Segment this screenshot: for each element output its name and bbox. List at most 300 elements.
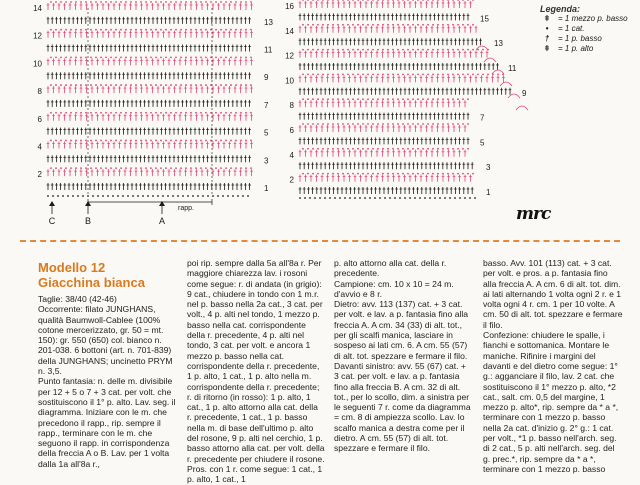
chain-mark	[167, 195, 169, 197]
chain-mark	[412, 148, 414, 150]
chain-mark	[457, 24, 459, 26]
chain-mark	[414, 197, 416, 199]
chain-mark	[190, 112, 192, 114]
chain-mark	[457, 173, 459, 175]
chain-mark	[130, 1, 132, 3]
chain-mark	[80, 140, 82, 142]
chain-mark	[367, 0, 369, 1]
chain-mark	[50, 112, 52, 114]
chain-mark	[235, 140, 237, 142]
chain-mark	[75, 140, 77, 142]
chain-mark	[125, 29, 127, 31]
chain-mark	[302, 148, 304, 150]
chain-mark	[245, 167, 247, 169]
chain-mark	[180, 140, 182, 142]
legend-item-text: = 1 p. alto	[558, 44, 594, 53]
chain-mark	[185, 167, 187, 169]
chain-mark	[120, 112, 122, 114]
chain-mark	[332, 74, 334, 76]
chain-mark	[245, 56, 247, 58]
chain-mark	[444, 197, 446, 199]
chain-mark	[392, 148, 394, 150]
chain-mark	[162, 195, 164, 197]
article-column-3: p. alto attorno alla cat. della r. precedente. Campione: cm. 10 x 10 = 24 m. d'avvio e 8 r. Dietro: avv. 113 (137) cat. + 3 cat. per volt. e lav. a p. fantasia fino alla freccia A. A cm. 34 (33) di alt. tot., per gli scalfi manica, lasciare in sospeso ai lati cm. 6. A cm. 55 (57) di alt. tot. spezzare e fermare il filo. Davanti sinistro: avv. 55 (67) cat. + 3 cat. per volt. e lav. a p. fantasia fino alla freccia B. A cm. 32 di alt. tot., per lo scollo, dim. a sinistra per le seguenti 7 r. come da diagramma = cm. 8 di ampiezza scollo. Lav. lo scalfo manica a destra come per il dietro. A cm. 55 (57) di alt. tot. spezzare e fermare il filo.	[334, 258, 471, 454]
chain-mark	[447, 74, 449, 76]
chain-mark	[302, 49, 304, 51]
repeat-label: rapp.	[178, 205, 194, 212]
chain-mark	[377, 98, 379, 100]
chain-mark	[85, 112, 87, 114]
chain-mark	[120, 84, 122, 86]
chain-mark	[235, 56, 237, 58]
chain-mark	[230, 29, 232, 31]
chain-mark	[175, 140, 177, 142]
chain-mark	[462, 123, 464, 125]
chain-mark	[452, 0, 454, 1]
chain-mark	[457, 148, 459, 150]
chain-mark	[369, 197, 371, 199]
chain-mark	[347, 0, 349, 1]
legend	[540, 4, 640, 54]
legend-item	[540, 44, 640, 54]
chain-mark	[55, 140, 57, 142]
chain-mark	[145, 56, 147, 58]
chain-mark	[412, 0, 414, 1]
chain-mark	[230, 112, 232, 114]
chain-mark	[245, 84, 247, 86]
chain-mark	[195, 167, 197, 169]
chain-mark	[132, 195, 134, 197]
chain-mark	[392, 98, 394, 100]
chain-mark	[95, 56, 97, 58]
chain-mark	[80, 56, 82, 58]
chain-mark	[337, 49, 339, 51]
chain-mark	[92, 195, 94, 197]
chain-mark	[474, 197, 476, 199]
chain-mark	[220, 112, 222, 114]
chain-mark	[165, 56, 167, 58]
chain-mark	[327, 123, 329, 125]
chain-mark	[70, 56, 72, 58]
chain-mark	[487, 74, 489, 76]
chain-mark	[177, 195, 179, 197]
chain-mark	[170, 140, 172, 142]
chain-mark	[215, 140, 217, 142]
chain-mark	[427, 49, 429, 51]
chain-mark	[47, 195, 49, 197]
row-number-label: 3	[264, 156, 269, 166]
chain-mark	[317, 0, 319, 1]
chain-mark	[185, 1, 187, 3]
chain-mark	[337, 74, 339, 76]
row-number-label: 5	[480, 138, 485, 148]
chain-mark	[75, 167, 77, 169]
chain-mark	[422, 98, 424, 100]
chain-mark	[75, 29, 77, 31]
chain-mark	[215, 29, 217, 31]
chain-mark	[442, 148, 444, 150]
row-number-label: 6	[37, 114, 42, 124]
chain-mark	[150, 112, 152, 114]
chain-mark	[140, 84, 142, 86]
chain-mark	[392, 74, 394, 76]
chain-mark	[322, 74, 324, 76]
chain-mark	[387, 74, 389, 76]
chain-mark	[327, 74, 329, 76]
chain-mark	[195, 29, 197, 31]
chain-mark	[317, 74, 319, 76]
chain-mark	[407, 123, 409, 125]
chain-mark	[195, 84, 197, 86]
chain-mark	[142, 195, 144, 197]
chain-mark	[467, 173, 469, 175]
chain-mark	[312, 0, 314, 1]
chain-mark	[235, 167, 237, 169]
chain-mark	[145, 84, 147, 86]
chain-mark	[130, 84, 132, 86]
chain-mark	[357, 0, 359, 1]
arrow-label: B	[84, 216, 92, 226]
chain-mark	[332, 49, 334, 51]
chain-mark	[439, 197, 441, 199]
chain-mark	[374, 197, 376, 199]
chain-mark	[467, 24, 469, 26]
row-number-label: 11	[264, 45, 273, 55]
chain-mark	[447, 98, 449, 100]
chain-mark	[195, 140, 197, 142]
chain-mark	[67, 195, 69, 197]
chain-mark	[217, 195, 219, 197]
chain-mark	[225, 84, 227, 86]
chain-mark	[195, 112, 197, 114]
chain-mark	[497, 74, 499, 76]
chain-mark	[105, 84, 107, 86]
chain-mark	[60, 167, 62, 169]
chain-mark	[412, 49, 414, 51]
chain-mark	[120, 167, 122, 169]
chain-mark	[437, 123, 439, 125]
row-number-label: 14	[33, 4, 42, 13]
chain-mark	[180, 29, 182, 31]
chain-mark	[60, 140, 62, 142]
row-number-label: 1	[486, 188, 491, 197]
chain-mark	[80, 112, 82, 114]
rosette-mark	[500, 82, 512, 86]
chain-mark	[417, 98, 419, 100]
chain-mark	[205, 29, 207, 31]
chain-mark	[130, 112, 132, 114]
chain-mark	[372, 24, 374, 26]
chain-mark	[367, 173, 369, 175]
chain-mark	[472, 24, 474, 26]
row-number-label: 6	[289, 126, 294, 135]
chain-mark	[397, 74, 399, 76]
chain-mark	[95, 112, 97, 114]
chain-mark	[90, 167, 92, 169]
chain-mark	[417, 74, 419, 76]
chain-mark	[180, 167, 182, 169]
chain-mark	[442, 173, 444, 175]
chain-mark	[347, 24, 349, 26]
row-number-label: 9	[522, 88, 527, 98]
chain-mark	[322, 173, 324, 175]
chain-mark	[387, 0, 389, 1]
chain-mark	[357, 74, 359, 76]
chain-mark	[107, 195, 109, 197]
chain-mark	[75, 1, 77, 3]
chain-mark	[70, 167, 72, 169]
chain-mark	[215, 84, 217, 86]
chain-mark	[349, 197, 351, 199]
chain-mark	[457, 49, 459, 51]
rosette-mark	[484, 58, 496, 62]
chain-mark	[467, 74, 469, 76]
chain-mark	[210, 84, 212, 86]
chain-mark	[427, 74, 429, 76]
chain-mark	[407, 49, 409, 51]
chain-mark	[342, 98, 344, 100]
chain-mark	[399, 197, 401, 199]
chain-mark	[322, 24, 324, 26]
chain-mark	[105, 140, 107, 142]
chain-mark	[70, 112, 72, 114]
chain-mark	[467, 98, 469, 100]
row-number-label: 8	[289, 101, 294, 111]
chain-mark	[407, 173, 409, 175]
chain-mark	[462, 173, 464, 175]
chain-mark	[115, 1, 117, 3]
chain-mark	[200, 29, 202, 31]
chain-mark	[240, 167, 242, 169]
chain-mark	[392, 49, 394, 51]
chain-mark	[352, 123, 354, 125]
chain-mark	[404, 197, 406, 199]
chain-mark	[407, 148, 409, 150]
chain-mark	[352, 148, 354, 150]
chain-mark	[427, 173, 429, 175]
chain-mark	[357, 173, 359, 175]
chain-mark	[205, 167, 207, 169]
chain-mark	[240, 84, 242, 86]
chain-mark	[462, 0, 464, 1]
chain-mark	[170, 1, 172, 3]
chain-mark	[100, 56, 102, 58]
chain-mark	[372, 148, 374, 150]
chain-mark	[135, 112, 137, 114]
chain-mark	[80, 1, 82, 3]
chain-mark	[299, 197, 301, 199]
chain-mark	[145, 29, 147, 31]
chain-mark	[342, 148, 344, 150]
chain-mark	[329, 197, 331, 199]
chain-mark	[347, 123, 349, 125]
chain-mark	[90, 56, 92, 58]
chain-mark	[357, 148, 359, 150]
chain-mark	[55, 84, 57, 86]
row-number-label: 14	[285, 26, 294, 36]
chain-mark	[417, 148, 419, 150]
chain-mark	[452, 74, 454, 76]
chain-mark	[322, 148, 324, 150]
chain-mark	[250, 167, 252, 169]
chain-mark	[112, 195, 114, 197]
chain-mark	[437, 98, 439, 100]
row-number-label: 2	[37, 170, 42, 180]
chain-mark	[225, 56, 227, 58]
chain-mark	[477, 49, 479, 51]
chain-mark	[242, 195, 244, 197]
chain-mark	[434, 197, 436, 199]
chain-mark	[105, 1, 107, 3]
chain-mark	[225, 1, 227, 3]
chain-mark	[344, 197, 346, 199]
row-number-label: 15	[480, 14, 489, 24]
chain-mark	[327, 148, 329, 150]
chain-mark	[382, 98, 384, 100]
row-number-label: 5	[264, 128, 269, 138]
chain-mark	[427, 24, 429, 26]
chain-mark	[327, 24, 329, 26]
chain-mark	[397, 123, 399, 125]
chain-mark	[412, 74, 414, 76]
chain-mark	[97, 195, 99, 197]
chain-mark	[240, 140, 242, 142]
chain-mark	[307, 98, 309, 100]
chain-mark	[75, 84, 77, 86]
chain-mark	[205, 1, 207, 3]
designer-signature: mrc	[516, 204, 551, 224]
chain-mark	[210, 56, 212, 58]
chain-mark	[185, 56, 187, 58]
chain-mark	[307, 123, 309, 125]
row-number-label: 13	[494, 39, 503, 49]
chain-mark	[57, 195, 59, 197]
chain-mark	[190, 1, 192, 3]
chain-mark	[85, 140, 87, 142]
chain-mark	[100, 112, 102, 114]
chain-mark	[464, 197, 466, 199]
row-number-label: 10	[285, 76, 294, 86]
chain-mark	[52, 195, 54, 197]
chain-mark	[462, 98, 464, 100]
chain-mark	[432, 123, 434, 125]
model-title: Giacchina bianca	[38, 275, 145, 290]
chain-mark	[225, 140, 227, 142]
chain-mark	[200, 84, 202, 86]
chain-mark	[65, 112, 67, 114]
chain-mark	[467, 148, 469, 150]
chain-mark	[397, 49, 399, 51]
chain-mark	[55, 1, 57, 3]
row-number-label: 7	[480, 113, 485, 123]
chain-mark	[382, 49, 384, 51]
chain-mark	[80, 84, 82, 86]
chain-mark	[50, 140, 52, 142]
chain-mark	[232, 195, 234, 197]
chain-mark	[342, 173, 344, 175]
chain-mark	[337, 98, 339, 100]
chain-mark	[339, 197, 341, 199]
chain-mark	[462, 74, 464, 76]
chain-mark	[472, 74, 474, 76]
legend-item	[540, 14, 640, 24]
chain-mark	[459, 197, 461, 199]
chain-mark	[165, 29, 167, 31]
chain-mark	[337, 148, 339, 150]
chain-mark	[115, 56, 117, 58]
chain-mark	[337, 123, 339, 125]
chain-mark	[347, 49, 349, 51]
chain-mark	[407, 98, 409, 100]
chain-mark	[342, 24, 344, 26]
chain-mark	[155, 29, 157, 31]
chain-mark	[377, 173, 379, 175]
chain-mark	[55, 29, 57, 31]
chain-mark	[65, 1, 67, 3]
chain-mark	[432, 0, 434, 1]
chain-mark	[377, 148, 379, 150]
chain-mark	[220, 167, 222, 169]
chain-mark	[50, 167, 52, 169]
chain-mark	[170, 29, 172, 31]
chain-mark	[452, 148, 454, 150]
chain-mark	[117, 195, 119, 197]
chain-mark	[352, 173, 354, 175]
chain-mark	[150, 56, 152, 58]
chain-mark	[65, 140, 67, 142]
chain-mark	[230, 1, 232, 3]
chain-mark	[125, 1, 127, 3]
chain-mark	[364, 197, 366, 199]
chain-mark	[230, 167, 232, 169]
chain-mark	[90, 29, 92, 31]
chain-mark	[387, 98, 389, 100]
chain-mark	[182, 195, 184, 197]
chain-mark	[397, 173, 399, 175]
chain-mark	[429, 197, 431, 199]
chain-mark	[372, 74, 374, 76]
chain-mark	[95, 167, 97, 169]
chain-mark	[352, 98, 354, 100]
chain-mark	[90, 84, 92, 86]
chain-mark	[312, 173, 314, 175]
chain-mark	[307, 0, 309, 1]
model-heading	[38, 260, 145, 290]
rosette-mark	[516, 106, 528, 110]
chain-mark	[100, 84, 102, 86]
half-double-crochet-icon: ǂ	[544, 14, 550, 23]
chain-mark	[50, 29, 52, 31]
legend-item-text: = 1 p. basso	[558, 34, 602, 43]
chain-mark	[205, 56, 207, 58]
chain-mark	[452, 49, 454, 51]
chain-mark	[155, 84, 157, 86]
chain-mark	[412, 98, 414, 100]
chain-mark	[227, 195, 229, 197]
chain-mark	[457, 98, 459, 100]
chain-mark	[327, 98, 329, 100]
chain-mark	[352, 49, 354, 51]
chain-mark	[150, 29, 152, 31]
chain-mark	[422, 24, 424, 26]
chain-mark	[175, 29, 177, 31]
chain-mark	[50, 56, 52, 58]
chain-mark	[70, 29, 72, 31]
chain-mark	[362, 24, 364, 26]
chain-mark	[432, 98, 434, 100]
chain-mark	[187, 195, 189, 197]
chain-mark	[185, 29, 187, 31]
